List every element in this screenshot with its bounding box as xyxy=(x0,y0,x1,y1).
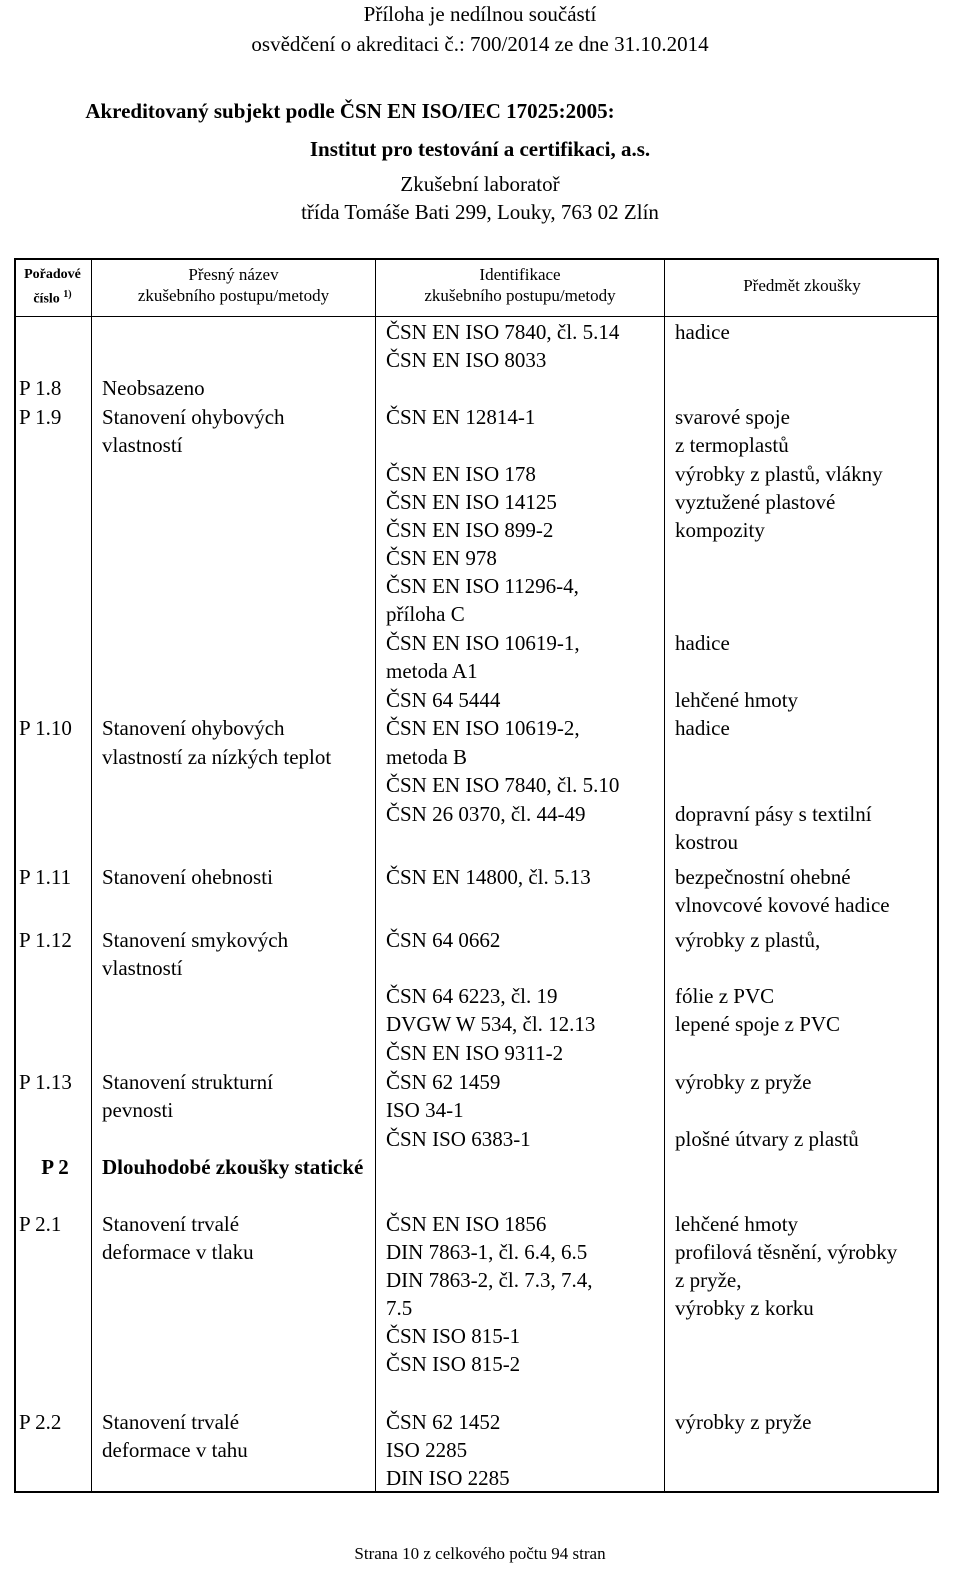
method-name: Neobsazeno xyxy=(102,376,205,400)
method-identifier: metoda A1 xyxy=(386,659,478,683)
method-identifier: ČSN EN ISO 8033 xyxy=(386,348,547,372)
method-identifier: ČSN EN ISO 899-2 xyxy=(386,518,554,542)
column-header-subject: Předmět zkoušky xyxy=(743,276,861,295)
test-subject: profilová těsnění, výrobky xyxy=(675,1240,898,1264)
method-identifier: ČSN EN ISO 14125 xyxy=(386,490,557,514)
test-subject: kompozity xyxy=(675,518,765,542)
method-identifier: ČSN 62 1459 xyxy=(386,1070,501,1094)
test-subject: dopravní pásy s textilní xyxy=(675,802,872,826)
method-name: vlastností xyxy=(102,433,183,457)
method-identifier: DIN 7863-2, čl. 7.3, 7.4, xyxy=(386,1268,593,1292)
test-subject: výrobky z pryže xyxy=(675,1070,812,1094)
row-number: P 1.11 xyxy=(19,865,72,889)
row-number: P 2.2 xyxy=(19,1410,62,1434)
method-identifier: ČSN EN ISO 1856 xyxy=(386,1212,547,1236)
column-header-number: Pořadové číslo $^{1)}$ xyxy=(24,267,81,307)
test-subject: hadice xyxy=(675,716,730,740)
method-identifier: ČSN 64 5444 xyxy=(386,688,501,712)
method-identifier: metoda B xyxy=(386,745,468,769)
section-number: P 2 xyxy=(41,1155,69,1179)
test-subject: svarové spoje xyxy=(675,405,790,429)
method-identifier: ČSN EN ISO 7840, čl. 5.10 xyxy=(386,773,620,797)
method-name: vlastností xyxy=(102,956,183,980)
method-name: Stanovení smykových xyxy=(102,928,289,952)
method-identifier: ČSN ISO 815-1 xyxy=(386,1324,521,1348)
accreditation-reference: osvědčení o akreditaci č.: 700/2014 ze dne 31.10.2014 xyxy=(251,32,709,56)
test-subject: plošné útvary z plastů xyxy=(675,1127,859,1151)
method-identifier: ČSN 26 0370, čl. 44-49 xyxy=(386,802,586,826)
row-number: P 1.10 xyxy=(19,716,72,740)
method-name: vlastností za nízkých teplot xyxy=(102,745,332,769)
test-subject: lehčené hmoty xyxy=(675,688,799,712)
row-number: P 1.8 xyxy=(19,376,62,400)
test-subject: hadice xyxy=(675,631,730,655)
test-subject: vlnovcové kovové hadice xyxy=(675,893,890,917)
column-header-method-name: Přesný název zkušebního postupu/metody xyxy=(137,265,330,305)
method-identifier: ČSN 62 1452 xyxy=(386,1410,501,1434)
method-identifier: ČSN EN ISO 11296-4, xyxy=(386,574,579,598)
row-number: P 1.13 xyxy=(19,1070,72,1094)
method-identifier: ISO 34-1 xyxy=(386,1098,464,1122)
column-divider xyxy=(91,258,92,1493)
method-identifier: DIN 7863-1, čl. 6.4, 6.5 xyxy=(386,1240,588,1264)
method-identifier: ČSN EN ISO 10619-1, xyxy=(386,631,580,655)
method-identifier: ČSN EN 14800, čl. 5.13 xyxy=(386,865,591,889)
method-identifier: ČSN EN ISO 10619-2, xyxy=(386,716,580,740)
method-identifier: ISO 2285 xyxy=(386,1438,468,1462)
method-name: Stanovení ohebnosti xyxy=(102,865,273,889)
method-name: pevnosti xyxy=(102,1098,174,1122)
method-identifier: ČSN ISO 6383-1 xyxy=(386,1127,531,1151)
test-subject: lehčené hmoty xyxy=(675,1212,799,1236)
method-identifier: ČSN 64 0662 xyxy=(386,928,501,952)
row-number: P 2.1 xyxy=(19,1212,62,1236)
method-identifier: 7.5 xyxy=(386,1296,413,1320)
method-identifier: ČSN ISO 815-2 xyxy=(386,1352,521,1376)
test-subject: výrobky z korku xyxy=(675,1296,814,1320)
method-identifier: ČSN EN ISO 178 xyxy=(386,462,536,486)
method-name: Stanovení ohybových xyxy=(102,405,285,429)
column-divider xyxy=(664,258,665,1493)
test-subject: bezpečnostní ohebné xyxy=(675,865,851,889)
test-subject: z termoplastů xyxy=(675,433,789,457)
test-subject: výrobky z plastů, vlákny xyxy=(675,462,883,486)
column-header-identification: Identifikace zkušebního postupu/metody xyxy=(424,265,616,305)
row-number: P 1.9 xyxy=(19,405,62,429)
test-subject: fólie z PVC xyxy=(675,984,775,1008)
laboratory-name: Zkušební laboratoř xyxy=(400,172,560,196)
table-header-separator xyxy=(14,316,939,317)
method-name: deformace v tahu xyxy=(102,1438,248,1462)
laboratory-address: třída Tomáše Bati 299, Louky, 763 02 Zlín xyxy=(301,200,659,224)
method-name: deformace v tlaku xyxy=(102,1240,254,1264)
test-subject: lepené spoje z PVC xyxy=(675,1012,841,1036)
method-identifier: DVGW W 534, čl. 12.13 xyxy=(386,1012,596,1036)
annex-note: Příloha je nedílnou součástí xyxy=(363,2,597,26)
accredited-subject-heading: Akreditovaný subjekt podle ČSN EN ISO/IEC 17025:2005: xyxy=(85,99,615,123)
method-name: Stanovení ohybových xyxy=(102,716,285,740)
method-name: Stanovení trvalé xyxy=(102,1212,240,1236)
row-number: P 1.12 xyxy=(19,928,72,952)
test-subject: výrobky z plastů, xyxy=(675,928,821,952)
test-subject: z pryže, xyxy=(675,1268,742,1292)
test-subject: hadice xyxy=(675,320,730,344)
method-identifier: příloha C xyxy=(386,602,465,626)
test-subject: vyztužené plastové xyxy=(675,490,836,514)
organization-name: Institut pro testování a certifikaci, a.s. xyxy=(309,137,651,161)
method-identifier: ČSN EN ISO 9311-2 xyxy=(386,1041,564,1065)
column-divider xyxy=(375,258,376,1493)
method-identifier: ČSN 64 6223, čl. 19 xyxy=(386,984,558,1008)
page-number-footer: Strana 10 z celkového počtu 94 stran xyxy=(354,1544,606,1563)
test-subject: výrobky z pryže xyxy=(675,1410,812,1434)
method-identifier: ČSN EN 978 xyxy=(386,546,497,570)
test-subject: kostrou xyxy=(675,830,738,854)
method-name: Stanovení trvalé xyxy=(102,1410,240,1434)
method-identifier: ČSN EN ISO 7840, čl. 5.14 xyxy=(386,320,620,344)
method-identifier: ČSN EN 12814-1 xyxy=(386,405,536,429)
method-identifier: DIN ISO 2285 xyxy=(386,1466,510,1490)
method-name: Stanovení strukturní xyxy=(102,1070,273,1094)
section-title: Dlouhodobé zkoušky statické xyxy=(102,1155,364,1179)
